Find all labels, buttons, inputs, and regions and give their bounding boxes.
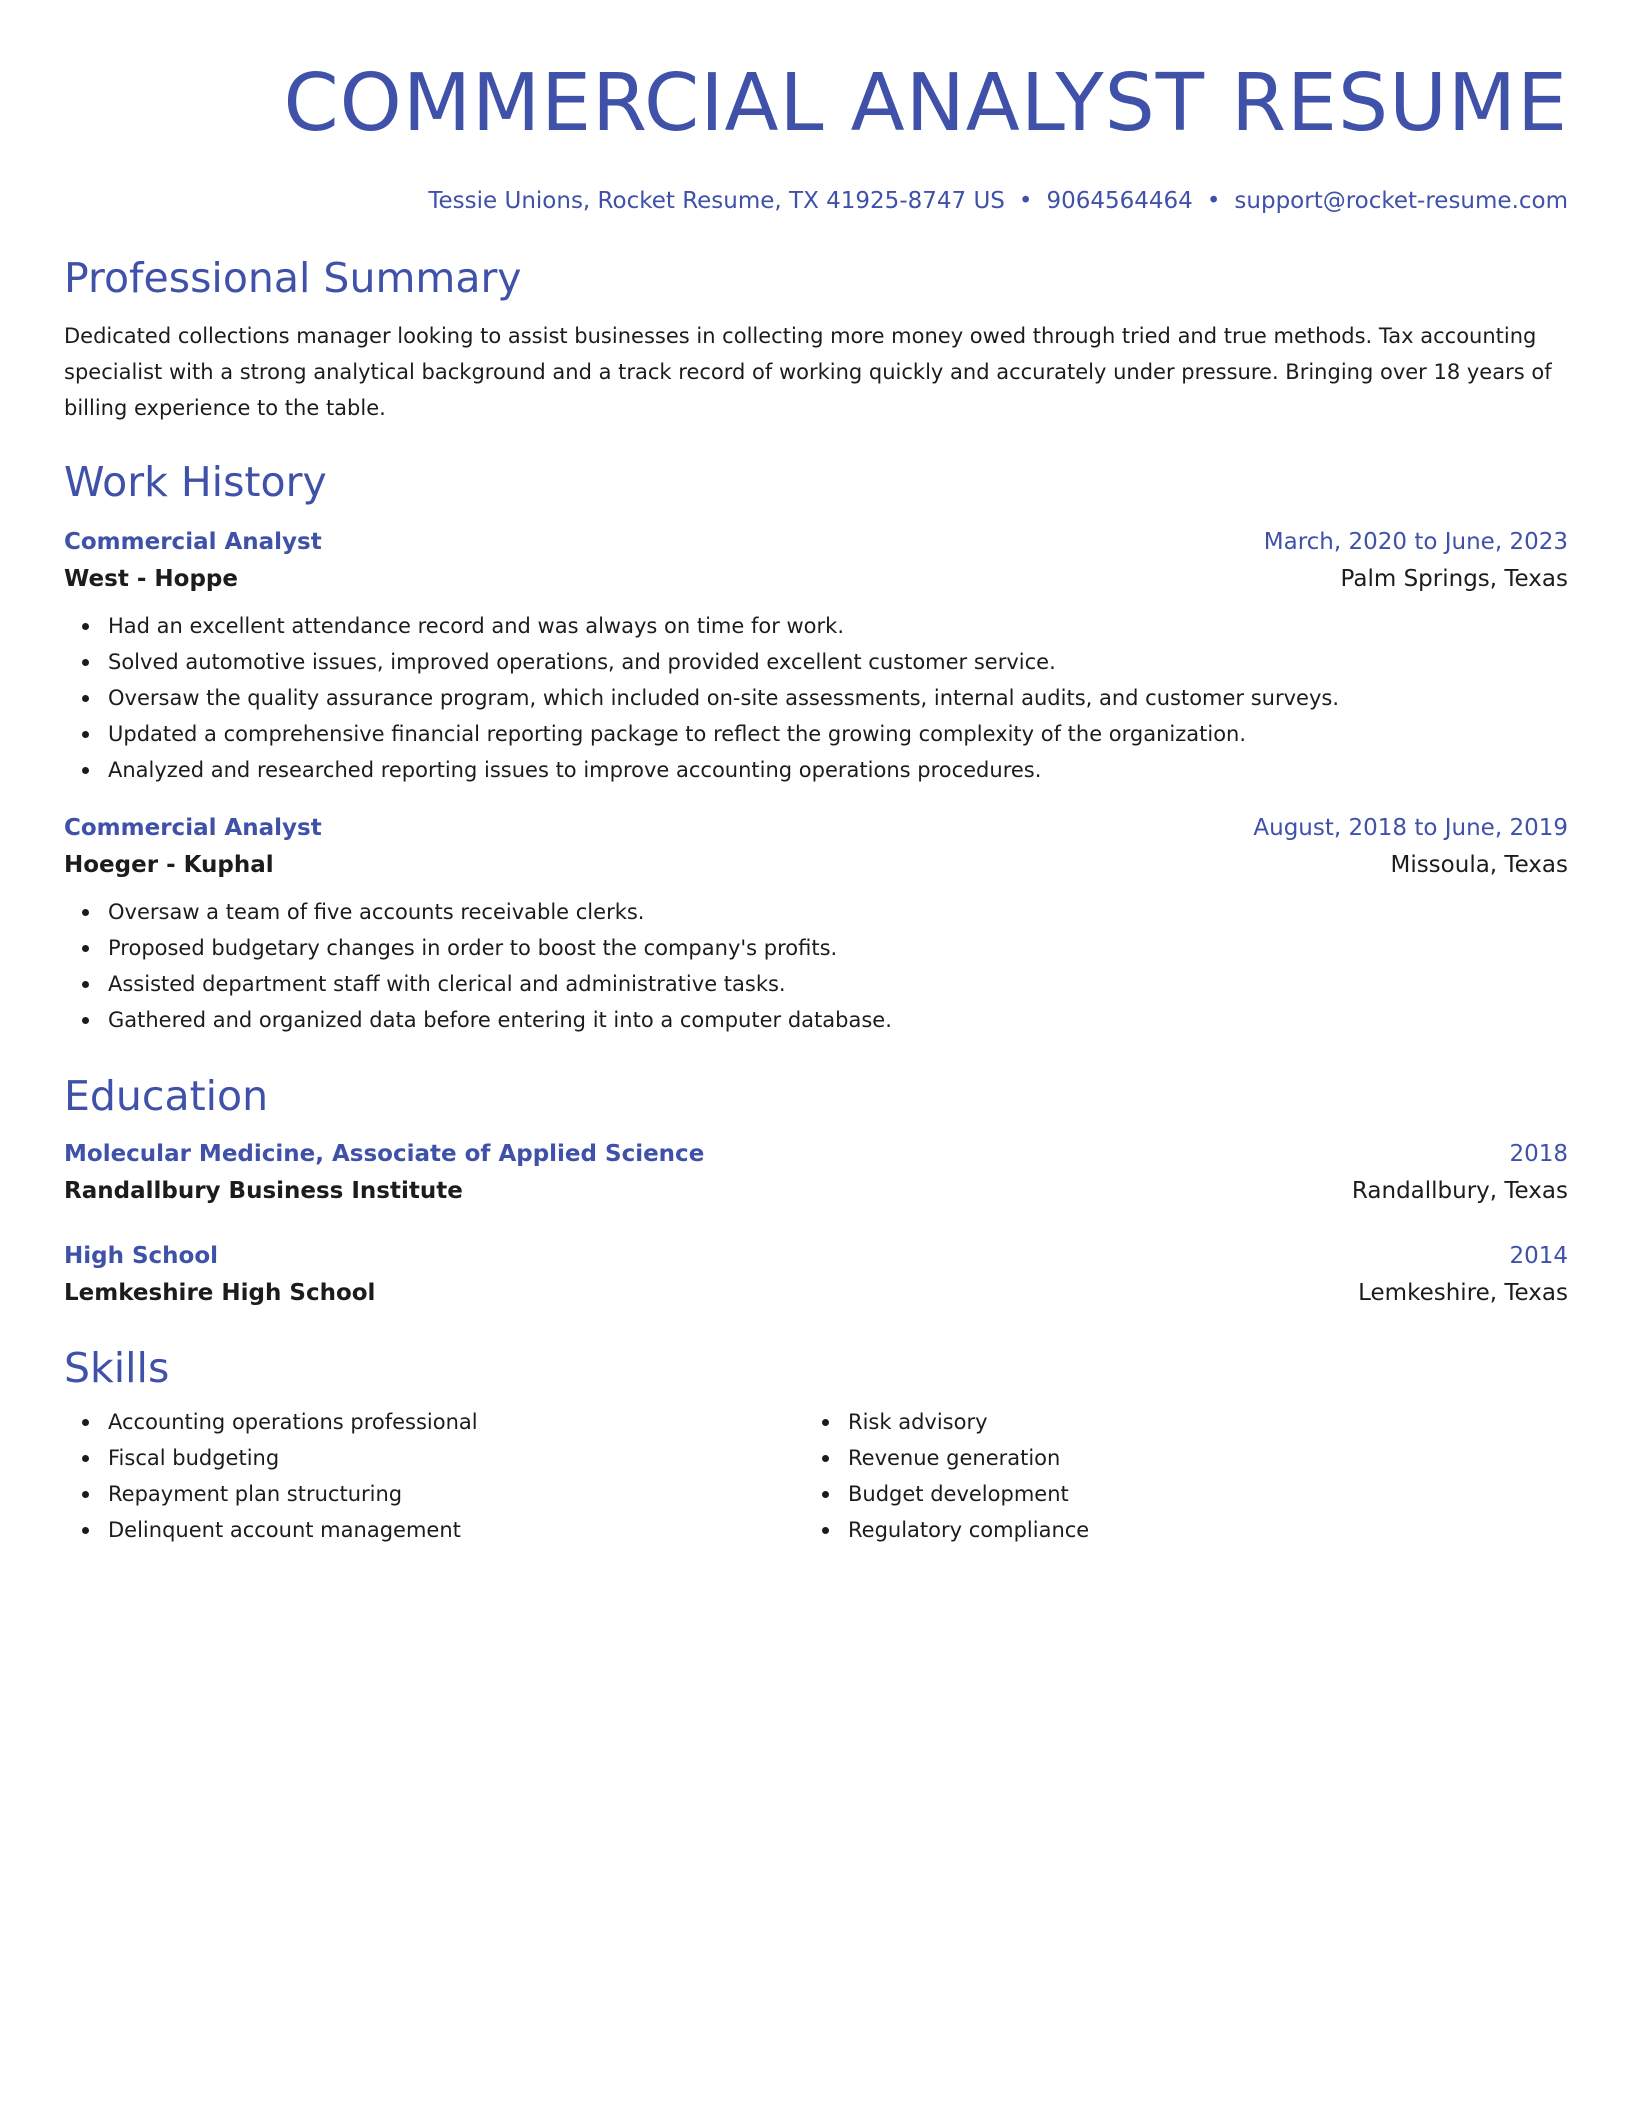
education-school-row bbox=[64, 1172, 1568, 1210]
job-company: Hoeger - Kuphal bbox=[64, 852, 274, 878]
job-bullet: Solved automotive issues, improved operations, and provided excellent customer service. bbox=[108, 644, 1568, 680]
contact-email[interactable]: support@rocket-resume.com bbox=[1234, 188, 1568, 214]
education-location: Randallbury, Texas bbox=[1351, 1178, 1568, 1204]
education-degree: Molecular Medicine, Associate of Applied Science bbox=[64, 1141, 705, 1167]
job-dates: August, 2018 to June, 2019 bbox=[1253, 815, 1568, 841]
education-degree: High School bbox=[64, 1243, 219, 1269]
skill-item: Delinquent account management bbox=[108, 1512, 804, 1548]
education-school: Lemkeshire High School bbox=[64, 1280, 376, 1306]
skills-column-right bbox=[804, 1404, 1544, 1548]
contact-phone: 9064564464 bbox=[1046, 188, 1193, 214]
skill-item: Accounting operations professional bbox=[108, 1404, 804, 1440]
work-history-heading: Work History bbox=[64, 458, 327, 506]
education-degree-row bbox=[64, 1238, 1568, 1274]
contact-separator: • bbox=[1206, 188, 1221, 214]
resume-title: COMMERCIAL ANALYST RESUME bbox=[283, 57, 1568, 149]
job-dates: March, 2020 to June, 2023 bbox=[1263, 529, 1568, 555]
education-degree-row bbox=[64, 1136, 1568, 1172]
contact-separator: • bbox=[1018, 188, 1033, 214]
job-location: Missoula, Texas bbox=[1390, 852, 1568, 878]
education-entry bbox=[64, 1238, 1568, 1312]
job-title: Commercial Analyst bbox=[64, 529, 322, 555]
skills-heading: Skills bbox=[64, 1344, 170, 1392]
education-school-row bbox=[64, 1274, 1568, 1312]
job-bullet: Updated a comprehensive financial reporting package to reflect the growing complexity of the organization. bbox=[108, 716, 1568, 752]
job-title: Commercial Analyst bbox=[64, 815, 322, 841]
job-entry bbox=[64, 810, 1568, 1038]
job-bullet: Assisted department staff with clerical and administrative tasks. bbox=[108, 966, 1568, 1002]
job-title-row bbox=[64, 810, 1568, 846]
job-bullets bbox=[64, 608, 1568, 788]
job-bullets bbox=[64, 894, 1568, 1038]
job-bullet: Oversaw a team of five accounts receivable clerks. bbox=[108, 894, 1568, 930]
summary-heading: Professional Summary bbox=[64, 254, 522, 302]
skills-column-left bbox=[64, 1404, 804, 1548]
skill-item: Regulatory compliance bbox=[848, 1512, 1544, 1548]
education-year: 2014 bbox=[1509, 1243, 1568, 1269]
job-company-row bbox=[64, 560, 1568, 598]
education-entry bbox=[64, 1136, 1568, 1210]
skill-item: Fiscal budgeting bbox=[108, 1440, 804, 1476]
contact-line bbox=[64, 186, 1568, 216]
skills-list bbox=[64, 1404, 804, 1548]
skills-list bbox=[804, 1404, 1544, 1548]
job-bullet: Analyzed and researched reporting issues to improve accounting operations procedures. bbox=[108, 752, 1568, 788]
job-location: Palm Springs, Texas bbox=[1340, 566, 1568, 592]
contact-address: Tessie Unions, Rocket Resume, TX 41925-8747 US bbox=[428, 188, 1005, 214]
education-location: Lemkeshire, Texas bbox=[1358, 1280, 1568, 1306]
skill-item: Risk advisory bbox=[848, 1404, 1544, 1440]
skill-item: Revenue generation bbox=[848, 1440, 1544, 1476]
education-year: 2018 bbox=[1509, 1141, 1568, 1167]
skill-item: Repayment plan structuring bbox=[108, 1476, 804, 1512]
education-school: Randallbury Business Institute bbox=[64, 1178, 463, 1204]
job-entry bbox=[64, 524, 1568, 788]
skills-grid bbox=[64, 1404, 1568, 1548]
job-bullet: Oversaw the quality assurance program, which included on-site assessments, internal audits, and customer surveys. bbox=[108, 680, 1568, 716]
summary-text: Dedicated collections manager looking to assist businesses in collecting more money owed through tried and true methods. Tax accounting specialist with a strong analytical background and a track record of working quickly and accurately under pressure. Bringing over 18 years of billing experience to the table. bbox=[64, 324, 1552, 420]
job-title-row bbox=[64, 524, 1568, 560]
job-bullet: Gathered and organized data before entering it into a computer database. bbox=[108, 1002, 1568, 1038]
skill-item: Budget development bbox=[848, 1476, 1544, 1512]
education-heading: Education bbox=[64, 1072, 269, 1120]
job-company-row bbox=[64, 846, 1568, 884]
job-bullet: Proposed budgetary changes in order to boost the company's profits. bbox=[108, 930, 1568, 966]
job-company: West - Hoppe bbox=[64, 566, 238, 592]
job-bullet: Had an excellent attendance record and was always on time for work. bbox=[108, 608, 1568, 644]
